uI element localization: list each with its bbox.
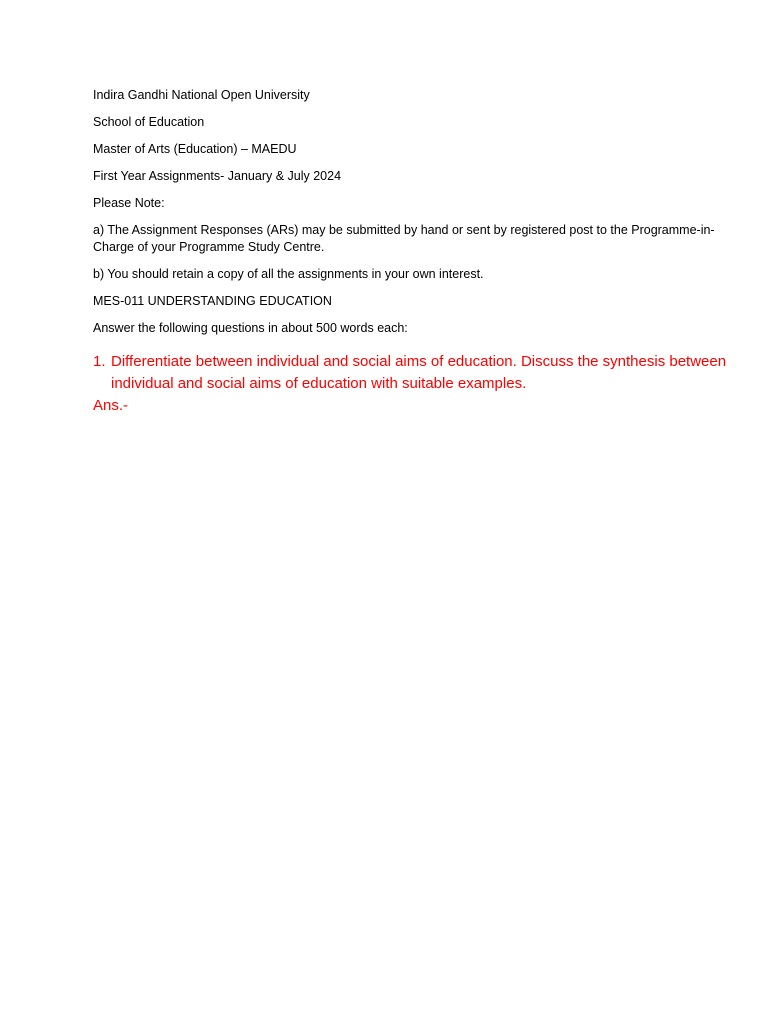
document-body <box>93 87 735 417</box>
question-number: 1. <box>93 353 106 370</box>
question-text: Differentiate between individual and social aims of education. Discuss the synthesis between individual and social aims of education with suitable examples. <box>111 353 727 392</box>
university-name: Indira Gandhi National Open University <box>93 88 310 102</box>
programme-name: Master of Arts (Education) – MAEDU <box>93 142 297 156</box>
course-title: MES-011 UNDERSTANDING EDUCATION <box>93 294 332 308</box>
instruction-text: Answer the following questions in about 500 words each: <box>93 321 408 335</box>
note-a: a) The Assignment Responses (ARs) may be submitted by hand or sent by registered post to the Programme-in-Charge of your Programme Study Centre. <box>93 223 715 254</box>
note-b: b) You should retain a copy of all the assignments in your own interest. <box>93 267 484 281</box>
please-note-heading: Please Note: <box>93 196 165 210</box>
assignment-title: First Year Assignments- January & July 2024 <box>93 169 342 183</box>
answer-label: Ans.- <box>93 397 129 414</box>
school-name: School of Education <box>93 115 205 129</box>
question-1 <box>93 351 735 395</box>
